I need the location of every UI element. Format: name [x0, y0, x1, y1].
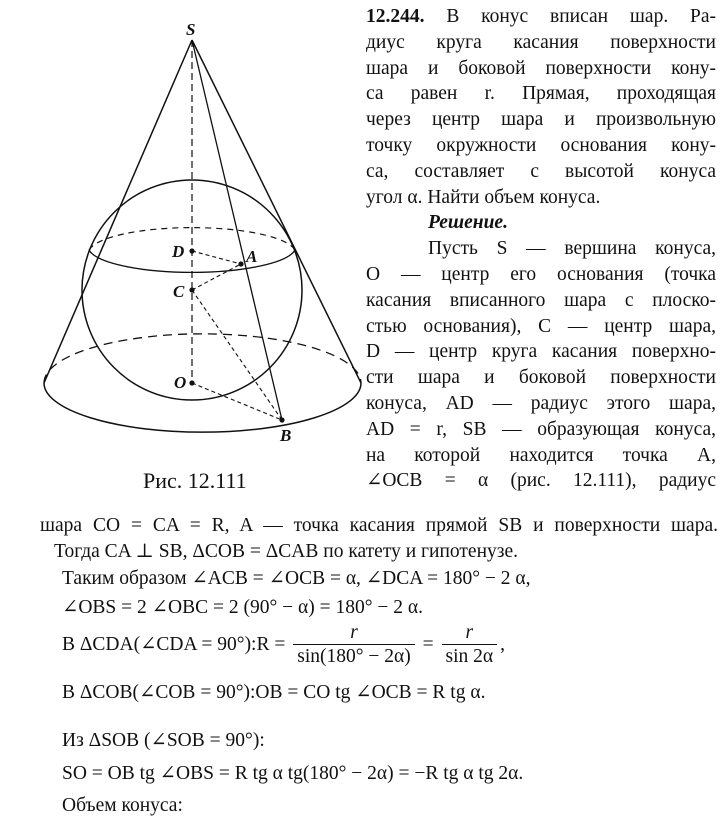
label-c: C [173, 282, 185, 301]
point-o [189, 380, 194, 385]
solution-line: Пусть S — вершина конуса, [428, 238, 716, 260]
generator-sb [192, 40, 282, 420]
cone-sphere-figure [0, 0, 410, 460]
cone-left-generator [44, 40, 192, 383]
label-b: B [280, 426, 292, 445]
solution-line: O — центр его основания (точка [366, 263, 716, 285]
segment-ob [192, 383, 282, 420]
math-line-2: ∠OBS = 2 ∠OBC = 2 (90° − α) = 180° − 2 α. [62, 597, 423, 618]
fraction-2 [442, 622, 498, 669]
problem-column [366, 4, 716, 494]
math-line-3 [62, 622, 505, 669]
problem-line: через центр шара и произвольную [366, 109, 716, 131]
math-line-6: SO = OB tg ∠OBS = R tg α tg(180° − 2α) = −R tg α tg 2α. [62, 763, 524, 784]
point-d [189, 248, 194, 253]
fraction-1-numerator: r [293, 622, 415, 645]
fraction-1 [293, 622, 415, 669]
solution-line: ∠OCB = α (рис. 12.111), радиус [366, 470, 716, 492]
solution-heading: Решение. [428, 212, 508, 234]
figure-caption: Рис. 12.111 [143, 468, 247, 493]
problem-line: 12.244. В конус вписан шар. Ра- [366, 6, 716, 27]
segment-da [192, 251, 241, 264]
point-b [279, 417, 284, 422]
label-o: O [174, 373, 187, 392]
label-s: S [186, 20, 196, 39]
math-line-1: Таким образом ∠ACB = ∠OCB = α, ∠DCA = 180° − 2 α, [62, 568, 531, 589]
solution-full-width [40, 513, 718, 565]
solution-line: касания вписанного шара с плоско- [366, 289, 716, 311]
cone-base-front [44, 383, 361, 432]
solution-line: сти шара и боковой поверхности [366, 367, 716, 389]
solution-line: на которой находится точка A, [366, 444, 716, 466]
solution-line: шара CO = CA = R, A — точка касания прямой SB и поверхности шара. [40, 515, 718, 536]
problem-number: 12.244. [366, 6, 425, 27]
math-line-7: Объем конуса: [62, 795, 183, 816]
problem-line: угол α. Найти объем конуса. [366, 186, 601, 208]
segment-cb [192, 290, 282, 420]
fraction-1-denominator: sin(180° − 2α) [297, 646, 411, 667]
solution-line: Тогда CA ⊥ SB, ΔCOB = ΔCAB по катету и гипотенузе. [54, 540, 518, 562]
label-d: D [172, 242, 185, 261]
point-a [238, 261, 243, 266]
segment-ca [192, 264, 241, 290]
math-line-3-prefix: В ΔCDA(∠CDA = 90°):R = [62, 633, 286, 655]
solution-line: AD = r, SB — образующая конуса, [366, 418, 716, 440]
solution-line: стью основания), C — центр шара, [366, 315, 716, 337]
problem-line: са равен r. Прямая, проходящая [366, 83, 716, 105]
problem-line: шара и боковой поверхности кону- [366, 57, 716, 79]
problem-line: са, составляет с высотой конуса [366, 160, 716, 182]
math-line-3-comma: , [500, 633, 505, 655]
problem-line: точку окружности основания кону- [366, 134, 716, 156]
point-c [189, 287, 194, 292]
math-line-3-equals: = [422, 633, 434, 655]
fraction-2-denominator: sin 2α [445, 646, 494, 667]
problem-line: диус круга касания поверхности [366, 31, 716, 53]
fraction-2-numerator: r [442, 622, 498, 645]
solution-line: D — центр круга касания поверхно- [366, 341, 716, 363]
math-line-4: В ΔCOB(∠COB = 90°):OB = CO tg ∠OCB = R tg α. [62, 682, 486, 703]
cone-right-generator [192, 40, 361, 383]
math-line-5: Из ΔSOB (∠SOB = 90°): [62, 730, 265, 751]
label-a: A [246, 247, 258, 266]
cone-base-back [44, 334, 361, 383]
solution-line: конуса, AD — радиус этого шара, [366, 392, 716, 414]
